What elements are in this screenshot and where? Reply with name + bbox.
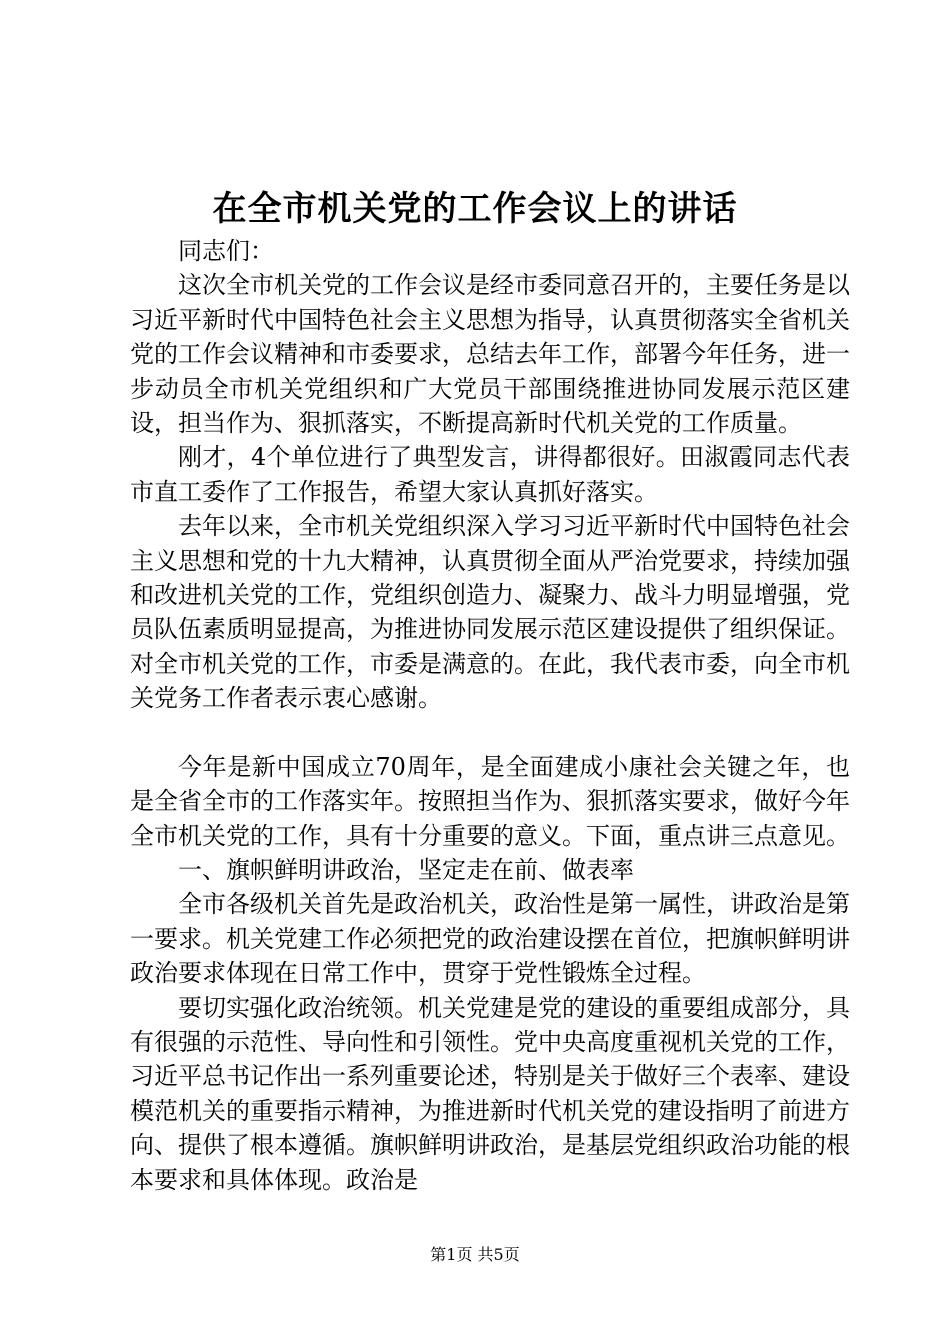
paragraph-political-leadership: 要切实强化政治统领。机关党建是党的建设的重要组成部分，具有很强的示范性、导向性和引领性。党中央高度重视机关党的工作，习近平总书记作出一系列重要论述，特别是关于做好三个表率、建设模范机关的重要指示精神，为推进新时代机关党的建设指明了前进方向、提供了根本遵循。旗帜鲜明讲政治，是基层党组织政治功能的根本要求和具体体现。政治是 <box>130 993 850 1194</box>
paragraph-political-organs: 全市各级机关首先是政治机关，政治性是第一属性，讲政治是第一要求。机关党建工作必须把党的政治建设摆在首位，把旗帜鲜明讲政治要求体现在日常工作中，贯穿于党性锻炼全过程。 <box>130 890 850 988</box>
document-title: 在全市机关党的工作会议上的讲话 <box>212 189 738 229</box>
paragraph-this-year: 今年是新中国成立70周年，是全面建成小康社会关键之年，也是全省全市的工作落实年。按照担当作为、狠抓落实要求，做好今年全市机关党的工作，具有十分重要的意义。下面，重点讲三点意见。 <box>130 752 850 850</box>
paragraph-speeches: 刚才，4个单位进行了典型发言，讲得都很好。田淑霞同志代表市直工委作了工作报告，希望大家认真抓好落实。 <box>130 443 850 506</box>
document-body <box>130 234 850 1197</box>
page-footer: 第1页 共5页 <box>430 1245 520 1264</box>
section-heading-1: 一、旗帜鲜明讲政治，坚定走在前、做表率 <box>178 855 634 884</box>
paragraph-intro: 这次全市机关党的工作会议是经市委同意召开的，主要任务是以习近平新时代中国特色社会主义思想为指导，认真贯彻落实全省机关党的工作会议精神和市委要求，总结去年工作，部署今年任务，进一步动员全市机关党组织和广大党员干部围绕推进协同发展示范区建设，担当作为、狠抓落实，不断提高新时代机关党的工作质量。 <box>130 271 850 438</box>
paragraph-review: 去年以来，全市机关党组织深入学习习近平新时代中国特色社会主义思想和党的十九大精神，认真贯彻全面从严治党要求，持续加强和改进机关党的工作，党组织创造力、凝聚力、战斗力明显增强，党员队伍素质明显提高，为推进协同发展示范区建设提供了组织保证。对全市机关党的工作，市委是满意的。在此，我代表市委，向全市机关党务工作者表示衷心感谢。 <box>130 512 850 713</box>
salutation: 同志们： <box>178 237 274 265</box>
